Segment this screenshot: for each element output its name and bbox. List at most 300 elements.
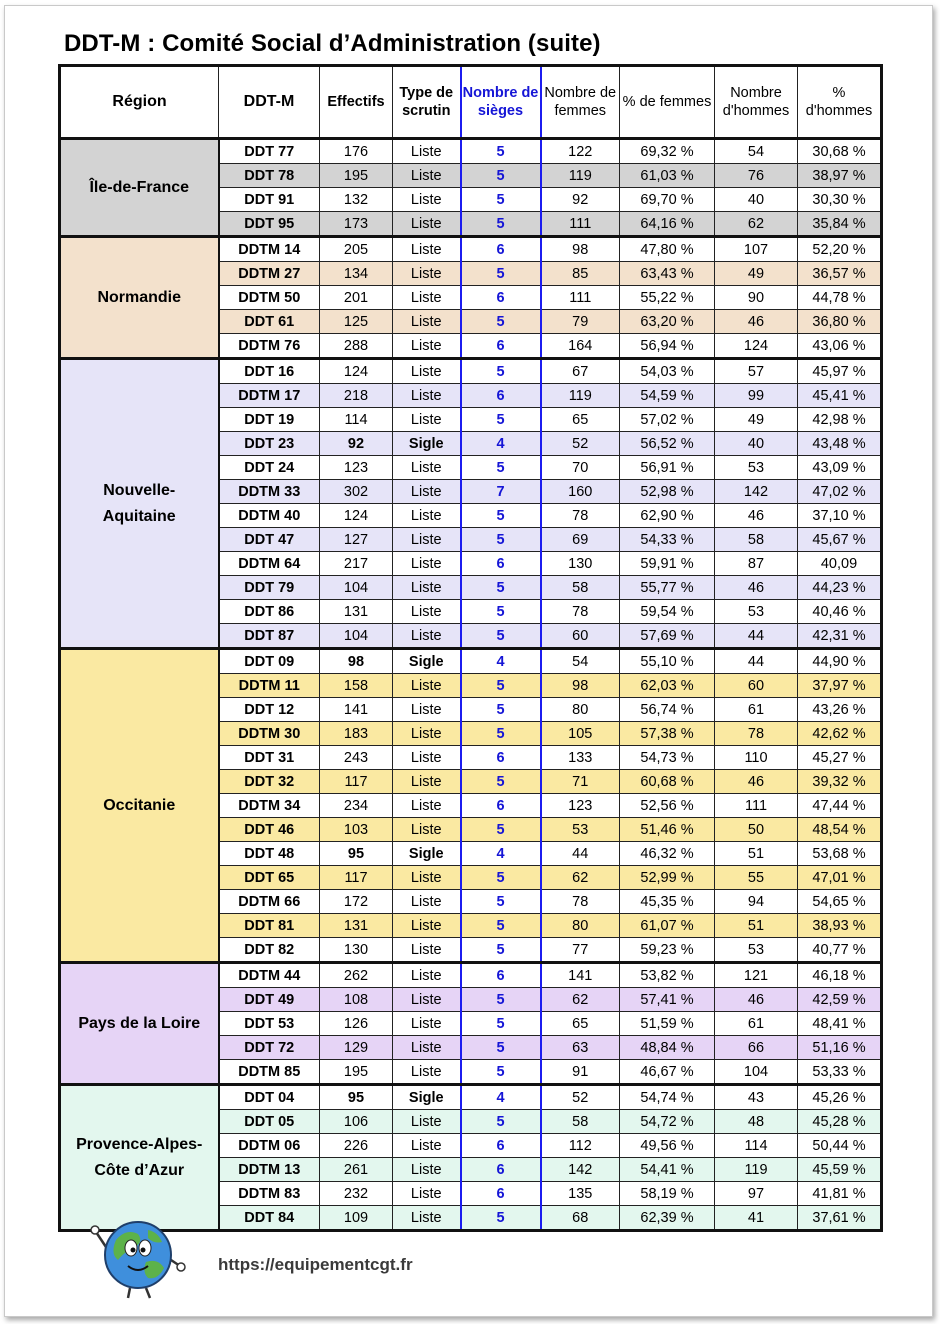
table-row	[60, 139, 882, 164]
pct-men-cell: 47,01 %	[798, 866, 882, 890]
effectifs-cell: 232	[320, 1182, 393, 1206]
type-cell: Liste	[393, 408, 461, 432]
pct-men-cell: 44,78 %	[798, 286, 882, 310]
women-cell: 122	[541, 139, 620, 164]
women-cell: 69	[541, 528, 620, 552]
pct-women-cell: 52,98 %	[620, 480, 715, 504]
type-cell: Liste	[393, 1036, 461, 1060]
ddt-cell: DDT 49	[219, 988, 320, 1012]
ddt-cell: DDTM 83	[219, 1182, 320, 1206]
pct-women-cell: 55,77 %	[620, 576, 715, 600]
seats-cell: 5	[461, 359, 541, 384]
pct-women-cell: 57,69 %	[620, 624, 715, 649]
pct-men-cell: 43,26 %	[798, 698, 882, 722]
ddt-cell: DDT 95	[219, 212, 320, 237]
women-cell: 79	[541, 310, 620, 334]
pct-women-cell: 56,52 %	[620, 432, 715, 456]
effectifs-cell: 117	[320, 866, 393, 890]
type-cell: Liste	[393, 698, 461, 722]
pct-men-cell: 54,65 %	[798, 890, 882, 914]
type-cell: Liste	[393, 504, 461, 528]
footer-url-link[interactable]: https://equipementcgt.fr	[218, 1255, 413, 1274]
seats-cell: 5	[461, 262, 541, 286]
men-cell: 50	[715, 818, 798, 842]
type-cell: Liste	[393, 938, 461, 963]
type-cell: Liste	[393, 188, 461, 212]
pct-men-cell: 42,62 %	[798, 722, 882, 746]
type-cell: Liste	[393, 384, 461, 408]
seats-cell: 5	[461, 624, 541, 649]
seats-cell: 5	[461, 1206, 541, 1231]
seats-cell: 6	[461, 1158, 541, 1182]
ddt-cell: DDT 24	[219, 456, 320, 480]
table-body	[60, 139, 882, 1231]
table-row	[60, 963, 882, 988]
type-cell: Liste	[393, 237, 461, 262]
men-cell: 55	[715, 866, 798, 890]
type-cell: Liste	[393, 770, 461, 794]
header-type: Type de scrutin	[393, 66, 461, 139]
men-cell: 46	[715, 576, 798, 600]
region-cell: Provence-Alpes-Côte d’Azur	[60, 1085, 219, 1231]
men-cell: 99	[715, 384, 798, 408]
pct-men-cell: 38,93 %	[798, 914, 882, 938]
pct-men-cell: 42,31 %	[798, 624, 882, 649]
effectifs-cell: 131	[320, 914, 393, 938]
type-cell: Liste	[393, 164, 461, 188]
type-cell: Liste	[393, 310, 461, 334]
region-cell: Île-de-France	[60, 139, 219, 237]
men-cell: 49	[715, 262, 798, 286]
women-cell: 119	[541, 164, 620, 188]
region-cell: Pays de la Loire	[60, 963, 219, 1085]
header-seats: Nombre de sièges	[461, 66, 541, 139]
men-cell: 76	[715, 164, 798, 188]
effectifs-cell: 124	[320, 504, 393, 528]
seats-cell: 5	[461, 674, 541, 698]
pct-men-cell: 42,98 %	[798, 408, 882, 432]
type-cell: Liste	[393, 963, 461, 988]
women-cell: 71	[541, 770, 620, 794]
pct-women-cell: 63,43 %	[620, 262, 715, 286]
men-cell: 121	[715, 963, 798, 988]
ddt-cell: DDT 47	[219, 528, 320, 552]
ddt-cell: DDT 23	[219, 432, 320, 456]
seats-cell: 5	[461, 938, 541, 963]
type-cell: Liste	[393, 1060, 461, 1085]
pct-men-cell: 40,46 %	[798, 600, 882, 624]
effectifs-cell: 103	[320, 818, 393, 842]
pct-women-cell: 56,74 %	[620, 698, 715, 722]
seats-cell: 6	[461, 963, 541, 988]
ddt-cell: DDTM 44	[219, 963, 320, 988]
type-cell: Liste	[393, 1134, 461, 1158]
effectifs-cell: 95	[320, 1085, 393, 1110]
ddt-cell: DDTM 11	[219, 674, 320, 698]
table-row	[60, 1085, 882, 1110]
effectifs-cell: 130	[320, 938, 393, 963]
type-cell: Liste	[393, 1158, 461, 1182]
men-cell: 40	[715, 432, 798, 456]
women-cell: 68	[541, 1206, 620, 1231]
women-cell: 77	[541, 938, 620, 963]
pct-men-cell: 45,26 %	[798, 1085, 882, 1110]
pct-men-cell: 37,97 %	[798, 674, 882, 698]
seats-cell: 5	[461, 1012, 541, 1036]
women-cell: 54	[541, 649, 620, 674]
effectifs-cell: 109	[320, 1206, 393, 1231]
seats-cell: 6	[461, 286, 541, 310]
type-cell: Sigle	[393, 432, 461, 456]
seats-cell: 6	[461, 384, 541, 408]
men-cell: 51	[715, 842, 798, 866]
ddt-cell: DDT 05	[219, 1110, 320, 1134]
ddt-cell: DDT 31	[219, 746, 320, 770]
pct-women-cell: 56,94 %	[620, 334, 715, 359]
ddt-cell: DDT 65	[219, 866, 320, 890]
ddt-cell: DDT 46	[219, 818, 320, 842]
ddt-cell: DDT 78	[219, 164, 320, 188]
seats-cell: 6	[461, 794, 541, 818]
women-cell: 78	[541, 600, 620, 624]
women-cell: 98	[541, 237, 620, 262]
ddt-cell: DDTM 76	[219, 334, 320, 359]
pct-women-cell: 59,54 %	[620, 600, 715, 624]
pct-women-cell: 54,73 %	[620, 746, 715, 770]
women-cell: 141	[541, 963, 620, 988]
pct-men-cell: 30,68 %	[798, 139, 882, 164]
ddt-cell: DDT 91	[219, 188, 320, 212]
men-cell: 78	[715, 722, 798, 746]
table-row	[60, 359, 882, 384]
seats-cell: 5	[461, 988, 541, 1012]
effectifs-cell: 108	[320, 988, 393, 1012]
seats-cell: 6	[461, 334, 541, 359]
seats-cell: 5	[461, 914, 541, 938]
women-cell: 70	[541, 456, 620, 480]
ddt-cell: DDT 53	[219, 1012, 320, 1036]
effectifs-cell: 158	[320, 674, 393, 698]
women-cell: 63	[541, 1036, 620, 1060]
type-cell: Liste	[393, 1012, 461, 1036]
pct-men-cell: 36,57 %	[798, 262, 882, 286]
pct-men-cell: 45,28 %	[798, 1110, 882, 1134]
ddt-cell: DDT 32	[219, 770, 320, 794]
men-cell: 124	[715, 334, 798, 359]
ddt-cell: DDTM 66	[219, 890, 320, 914]
women-cell: 67	[541, 359, 620, 384]
seats-cell: 4	[461, 432, 541, 456]
effectifs-cell: 176	[320, 139, 393, 164]
seats-cell: 5	[461, 504, 541, 528]
pct-women-cell: 59,23 %	[620, 938, 715, 963]
pct-women-cell: 59,91 %	[620, 552, 715, 576]
type-cell: Liste	[393, 552, 461, 576]
ddt-cell: DDT 61	[219, 310, 320, 334]
type-cell: Liste	[393, 624, 461, 649]
ddt-cell: DDTM 13	[219, 1158, 320, 1182]
effectifs-cell: 98	[320, 649, 393, 674]
pct-men-cell: 48,41 %	[798, 1012, 882, 1036]
seats-cell: 5	[461, 818, 541, 842]
type-cell: Sigle	[393, 1085, 461, 1110]
men-cell: 110	[715, 746, 798, 770]
pct-men-cell: 45,97 %	[798, 359, 882, 384]
type-cell: Liste	[393, 1110, 461, 1134]
men-cell: 61	[715, 1012, 798, 1036]
women-cell: 78	[541, 890, 620, 914]
pct-men-cell: 39,32 %	[798, 770, 882, 794]
effectifs-cell: 173	[320, 212, 393, 237]
type-cell: Liste	[393, 480, 461, 504]
seats-cell: 6	[461, 746, 541, 770]
men-cell: 48	[715, 1110, 798, 1134]
effectifs-cell: 234	[320, 794, 393, 818]
women-cell: 135	[541, 1182, 620, 1206]
effectifs-cell: 218	[320, 384, 393, 408]
effectifs-cell: 302	[320, 480, 393, 504]
women-cell: 80	[541, 698, 620, 722]
effectifs-cell: 183	[320, 722, 393, 746]
pct-women-cell: 57,41 %	[620, 988, 715, 1012]
table-row	[60, 649, 882, 674]
ddt-cell: DDTM 34	[219, 794, 320, 818]
ddt-cell: DDT 82	[219, 938, 320, 963]
pct-men-cell: 37,61 %	[798, 1206, 882, 1231]
pct-men-cell: 37,10 %	[798, 504, 882, 528]
women-cell: 65	[541, 1012, 620, 1036]
women-cell: 130	[541, 552, 620, 576]
type-cell: Liste	[393, 1206, 461, 1231]
men-cell: 40	[715, 188, 798, 212]
men-cell: 97	[715, 1182, 798, 1206]
pct-women-cell: 54,33 %	[620, 528, 715, 552]
women-cell: 58	[541, 576, 620, 600]
women-cell: 91	[541, 1060, 620, 1085]
type-cell: Sigle	[393, 842, 461, 866]
men-cell: 58	[715, 528, 798, 552]
globe-mascot-icon	[88, 1210, 188, 1300]
pct-women-cell: 54,03 %	[620, 359, 715, 384]
ddt-cell: DDT 84	[219, 1206, 320, 1231]
pct-men-cell: 43,06 %	[798, 334, 882, 359]
effectifs-cell: 261	[320, 1158, 393, 1182]
pct-women-cell: 64,16 %	[620, 212, 715, 237]
ddt-cell: DDT 19	[219, 408, 320, 432]
men-cell: 57	[715, 359, 798, 384]
page-title: DDT-M : Comité Social d’Administration (suite)	[64, 30, 601, 57]
header-effectifs: Effectifs	[320, 66, 393, 139]
pct-men-cell: 43,48 %	[798, 432, 882, 456]
pct-women-cell: 69,32 %	[620, 139, 715, 164]
men-cell: 53	[715, 600, 798, 624]
ddt-cell: DDT 04	[219, 1085, 320, 1110]
effectifs-cell: 141	[320, 698, 393, 722]
effectifs-cell: 125	[320, 310, 393, 334]
type-cell: Liste	[393, 528, 461, 552]
men-cell: 142	[715, 480, 798, 504]
region-cell: Occitanie	[60, 649, 219, 963]
type-cell: Liste	[393, 674, 461, 698]
pct-men-cell: 47,02 %	[798, 480, 882, 504]
women-cell: 133	[541, 746, 620, 770]
ddt-cell: DDT 77	[219, 139, 320, 164]
pct-women-cell: 54,59 %	[620, 384, 715, 408]
pct-men-cell: 52,20 %	[798, 237, 882, 262]
men-cell: 46	[715, 988, 798, 1012]
ddt-cell: DDTM 27	[219, 262, 320, 286]
type-cell: Liste	[393, 262, 461, 286]
seats-cell: 5	[461, 576, 541, 600]
pct-women-cell: 69,70 %	[620, 188, 715, 212]
pct-men-cell: 45,67 %	[798, 528, 882, 552]
seats-cell: 5	[461, 600, 541, 624]
pct-men-cell: 35,84 %	[798, 212, 882, 237]
women-cell: 78	[541, 504, 620, 528]
seats-cell: 5	[461, 456, 541, 480]
pct-women-cell: 61,03 %	[620, 164, 715, 188]
pct-men-cell: 44,23 %	[798, 576, 882, 600]
pct-men-cell: 30,30 %	[798, 188, 882, 212]
effectifs-cell: 117	[320, 770, 393, 794]
women-cell: 53	[541, 818, 620, 842]
seats-cell: 6	[461, 1134, 541, 1158]
ddt-cell: DDT 86	[219, 600, 320, 624]
table-header-row	[60, 66, 882, 139]
effectifs-cell: 106	[320, 1110, 393, 1134]
pct-men-cell: 50,44 %	[798, 1134, 882, 1158]
pct-women-cell: 57,38 %	[620, 722, 715, 746]
men-cell: 44	[715, 649, 798, 674]
pct-women-cell: 54,72 %	[620, 1110, 715, 1134]
seats-cell: 5	[461, 1060, 541, 1085]
ddt-cell: DDTM 64	[219, 552, 320, 576]
ddt-cell: DDT 79	[219, 576, 320, 600]
pct-women-cell: 54,41 %	[620, 1158, 715, 1182]
women-cell: 92	[541, 188, 620, 212]
men-cell: 51	[715, 914, 798, 938]
type-cell: Liste	[393, 818, 461, 842]
pct-women-cell: 58,19 %	[620, 1182, 715, 1206]
effectifs-cell: 92	[320, 432, 393, 456]
pct-men-cell: 36,80 %	[798, 310, 882, 334]
effectifs-cell: 127	[320, 528, 393, 552]
effectifs-cell: 131	[320, 600, 393, 624]
pct-men-cell: 44,90 %	[798, 649, 882, 674]
men-cell: 46	[715, 770, 798, 794]
pct-women-cell: 53,82 %	[620, 963, 715, 988]
effectifs-cell: 217	[320, 552, 393, 576]
women-cell: 44	[541, 842, 620, 866]
pct-women-cell: 45,35 %	[620, 890, 715, 914]
type-cell: Liste	[393, 359, 461, 384]
type-cell: Liste	[393, 139, 461, 164]
ddt-cell: DDTM 50	[219, 286, 320, 310]
women-cell: 123	[541, 794, 620, 818]
seats-cell: 6	[461, 237, 541, 262]
men-cell: 53	[715, 456, 798, 480]
men-cell: 66	[715, 1036, 798, 1060]
men-cell: 111	[715, 794, 798, 818]
women-cell: 105	[541, 722, 620, 746]
effectifs-cell: 104	[320, 576, 393, 600]
effectifs-cell: 262	[320, 963, 393, 988]
effectifs-cell: 195	[320, 1060, 393, 1085]
women-cell: 65	[541, 408, 620, 432]
women-cell: 111	[541, 286, 620, 310]
type-cell: Liste	[393, 914, 461, 938]
type-cell: Liste	[393, 722, 461, 746]
ddt-cell: DDT 16	[219, 359, 320, 384]
seats-cell: 5	[461, 722, 541, 746]
pct-men-cell: 48,54 %	[798, 818, 882, 842]
pct-women-cell: 62,03 %	[620, 674, 715, 698]
men-cell: 114	[715, 1134, 798, 1158]
seats-cell: 5	[461, 310, 541, 334]
pct-women-cell: 57,02 %	[620, 408, 715, 432]
women-cell: 62	[541, 988, 620, 1012]
ddt-cell: DDT 87	[219, 624, 320, 649]
men-cell: 87	[715, 552, 798, 576]
women-cell: 62	[541, 866, 620, 890]
header-pct-men: % d'hommes	[798, 66, 882, 139]
pct-women-cell: 62,90 %	[620, 504, 715, 528]
header-men: Nombre d'hommes	[715, 66, 798, 139]
pct-women-cell: 49,56 %	[620, 1134, 715, 1158]
effectifs-cell: 243	[320, 746, 393, 770]
type-cell: Liste	[393, 456, 461, 480]
seats-cell: 5	[461, 698, 541, 722]
ddt-cell: DDTM 06	[219, 1134, 320, 1158]
effectifs-cell: 124	[320, 359, 393, 384]
region-cell: Nouvelle-Aquitaine	[60, 359, 219, 649]
pct-women-cell: 46,67 %	[620, 1060, 715, 1085]
effectifs-cell: 172	[320, 890, 393, 914]
header-women: Nombre de femmes	[541, 66, 620, 139]
type-cell: Liste	[393, 600, 461, 624]
ddt-cell: DDT 48	[219, 842, 320, 866]
ddt-cell: DDTM 85	[219, 1060, 320, 1085]
women-cell: 160	[541, 480, 620, 504]
seats-cell: 7	[461, 480, 541, 504]
men-cell: 94	[715, 890, 798, 914]
pct-women-cell: 48,84 %	[620, 1036, 715, 1060]
effectifs-cell: 205	[320, 237, 393, 262]
header-region: Région	[60, 66, 219, 139]
type-cell: Liste	[393, 746, 461, 770]
men-cell: 62	[715, 212, 798, 237]
women-cell: 80	[541, 914, 620, 938]
women-cell: 60	[541, 624, 620, 649]
pct-women-cell: 60,68 %	[620, 770, 715, 794]
men-cell: 46	[715, 310, 798, 334]
pct-women-cell: 55,10 %	[620, 649, 715, 674]
ddt-cell: DDTM 30	[219, 722, 320, 746]
women-cell: 85	[541, 262, 620, 286]
pct-women-cell: 51,46 %	[620, 818, 715, 842]
seats-cell: 4	[461, 649, 541, 674]
type-cell: Sigle	[393, 649, 461, 674]
ddt-cell: DDT 09	[219, 649, 320, 674]
women-cell: 58	[541, 1110, 620, 1134]
type-cell: Liste	[393, 988, 461, 1012]
men-cell: 119	[715, 1158, 798, 1182]
seats-cell: 5	[461, 139, 541, 164]
pct-women-cell: 52,99 %	[620, 866, 715, 890]
ddt-cell: DDTM 33	[219, 480, 320, 504]
seats-cell: 6	[461, 1182, 541, 1206]
men-cell: 53	[715, 938, 798, 963]
